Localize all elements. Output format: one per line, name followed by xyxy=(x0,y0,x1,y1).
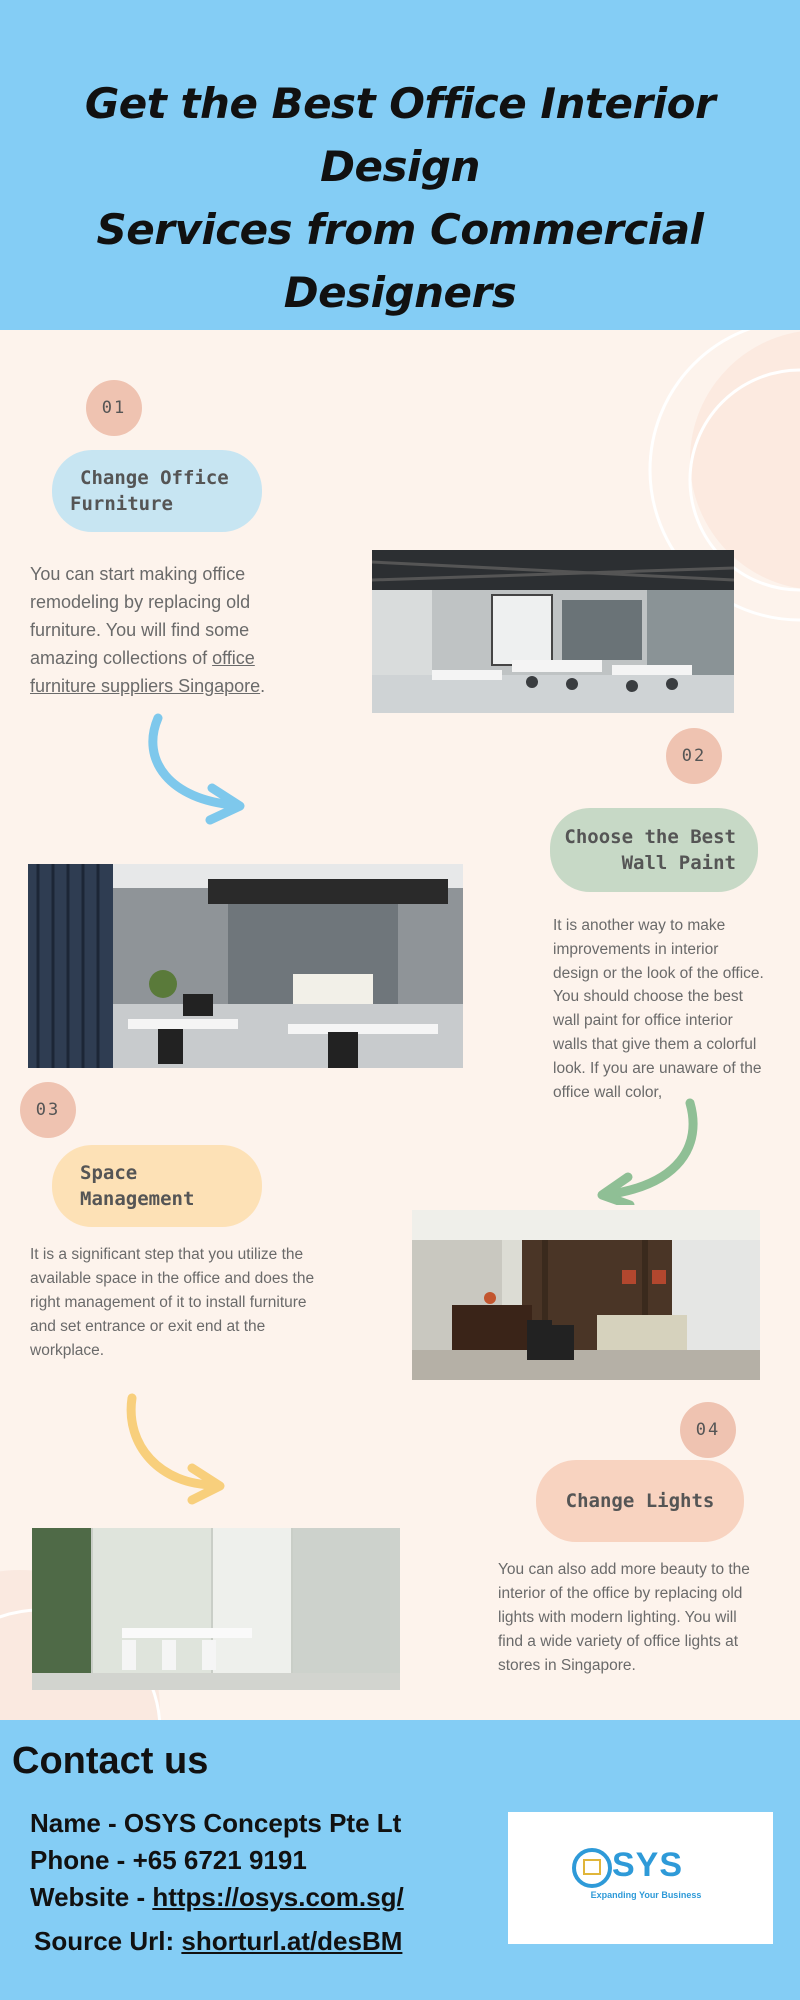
text-line: walls that give them a colorful xyxy=(553,1035,757,1053)
step-title-line: Choose the Best xyxy=(564,826,736,848)
office-photo-dark-partitions xyxy=(28,864,463,1068)
text-line: design or the look of the office. xyxy=(553,964,764,982)
contact-source xyxy=(34,1926,402,1957)
office-photo-glass-meeting-room xyxy=(32,1528,400,1690)
text-line: It is a significant step that you utilize the xyxy=(30,1246,304,1263)
step-title-line: Change Lights xyxy=(565,1490,715,1512)
step-number-badge: 03 xyxy=(20,1082,76,1138)
step-title-line: Wall Paint xyxy=(621,852,736,874)
office-photo-open-plan xyxy=(372,550,734,713)
title-line: Services from Commercial Designers xyxy=(96,205,704,317)
furniture-suppliers-link[interactable]: office xyxy=(212,648,255,668)
step-number-badge: 04 xyxy=(680,1402,736,1458)
contact-title: Contact us xyxy=(12,1740,209,1782)
step-title-pill xyxy=(52,450,262,532)
website-link[interactable]: https://osys.com.sg/ xyxy=(152,1882,404,1912)
company-logo xyxy=(508,1812,773,1944)
step-title-pill xyxy=(536,1460,744,1542)
step-title-line: Management xyxy=(80,1188,195,1210)
contact-name-value: OSYS Concepts Pte Lt xyxy=(123,1808,402,1838)
contact-website xyxy=(30,1882,404,1913)
text-line: It is another way to make xyxy=(553,917,726,934)
office-photo-executive-room xyxy=(412,1210,760,1380)
text-line: remodeling by replacing old xyxy=(30,592,251,612)
text-line: stores in Singapore. xyxy=(498,1657,636,1674)
text-line: workplace. xyxy=(30,1342,105,1359)
contact-name-label: Name - xyxy=(30,1808,124,1838)
text-line: interior of the office by replacing old xyxy=(498,1585,743,1602)
text-fragment: amazing collections of xyxy=(30,648,213,668)
text-fragment: . xyxy=(260,676,266,696)
text-line: improvements in interior xyxy=(553,940,719,958)
step-description xyxy=(498,1558,778,1678)
step-description xyxy=(30,560,330,700)
step-number-badge: 01 xyxy=(86,380,142,436)
contact-phone-value: +65 6721 9191 xyxy=(132,1845,307,1875)
furniture-suppliers-link[interactable]: furniture suppliers Singapore xyxy=(30,676,261,696)
text-line: find a wide variety of office lights at xyxy=(498,1633,739,1650)
contact-source-label: Source Url: xyxy=(34,1926,182,1956)
logo-tagline: Expanding Your Business xyxy=(590,1890,702,1900)
contact-name xyxy=(30,1808,401,1839)
contact-phone xyxy=(30,1845,307,1876)
text-line: look. If you are unaware of the xyxy=(553,1059,762,1077)
step-description xyxy=(30,1243,340,1363)
step-title-pill xyxy=(550,808,758,892)
text-line: You can also add more beauty to the xyxy=(498,1561,750,1578)
text-line: right management of it to install furniture xyxy=(30,1294,307,1311)
step-number-badge: 02 xyxy=(666,728,722,784)
text-line: lights with modern lighting. You will xyxy=(498,1609,737,1626)
title-line: Get the Best Office Interior Design xyxy=(84,79,716,191)
source-url-link[interactable]: shorturl.at/desBM xyxy=(181,1926,403,1956)
text-line: available space in the office and does the xyxy=(30,1270,315,1287)
step-description xyxy=(553,914,773,1104)
step-title-pill xyxy=(52,1145,262,1227)
step-title-line: Furniture xyxy=(70,493,173,515)
text-line: You should choose the best xyxy=(553,988,743,1006)
text-line: You can start making office xyxy=(30,564,246,584)
curved-arrow-icon xyxy=(140,710,250,825)
step-title-line: Change Office xyxy=(80,467,229,489)
contact-website-label: Website - xyxy=(30,1882,153,1912)
text-line: wall paint for office interior xyxy=(553,1012,733,1030)
text-line: furniture. You will find some xyxy=(30,620,250,640)
step-title-line: Space xyxy=(80,1162,138,1184)
text-line: office wall color, xyxy=(553,1083,663,1101)
text-line: and set entrance or exit end at the xyxy=(30,1318,266,1335)
contact-phone-label: Phone - xyxy=(30,1845,133,1875)
curved-arrow-icon xyxy=(590,1095,705,1205)
curved-arrow-icon xyxy=(120,1390,230,1505)
logo-wordmark: SYS xyxy=(612,1846,684,1884)
